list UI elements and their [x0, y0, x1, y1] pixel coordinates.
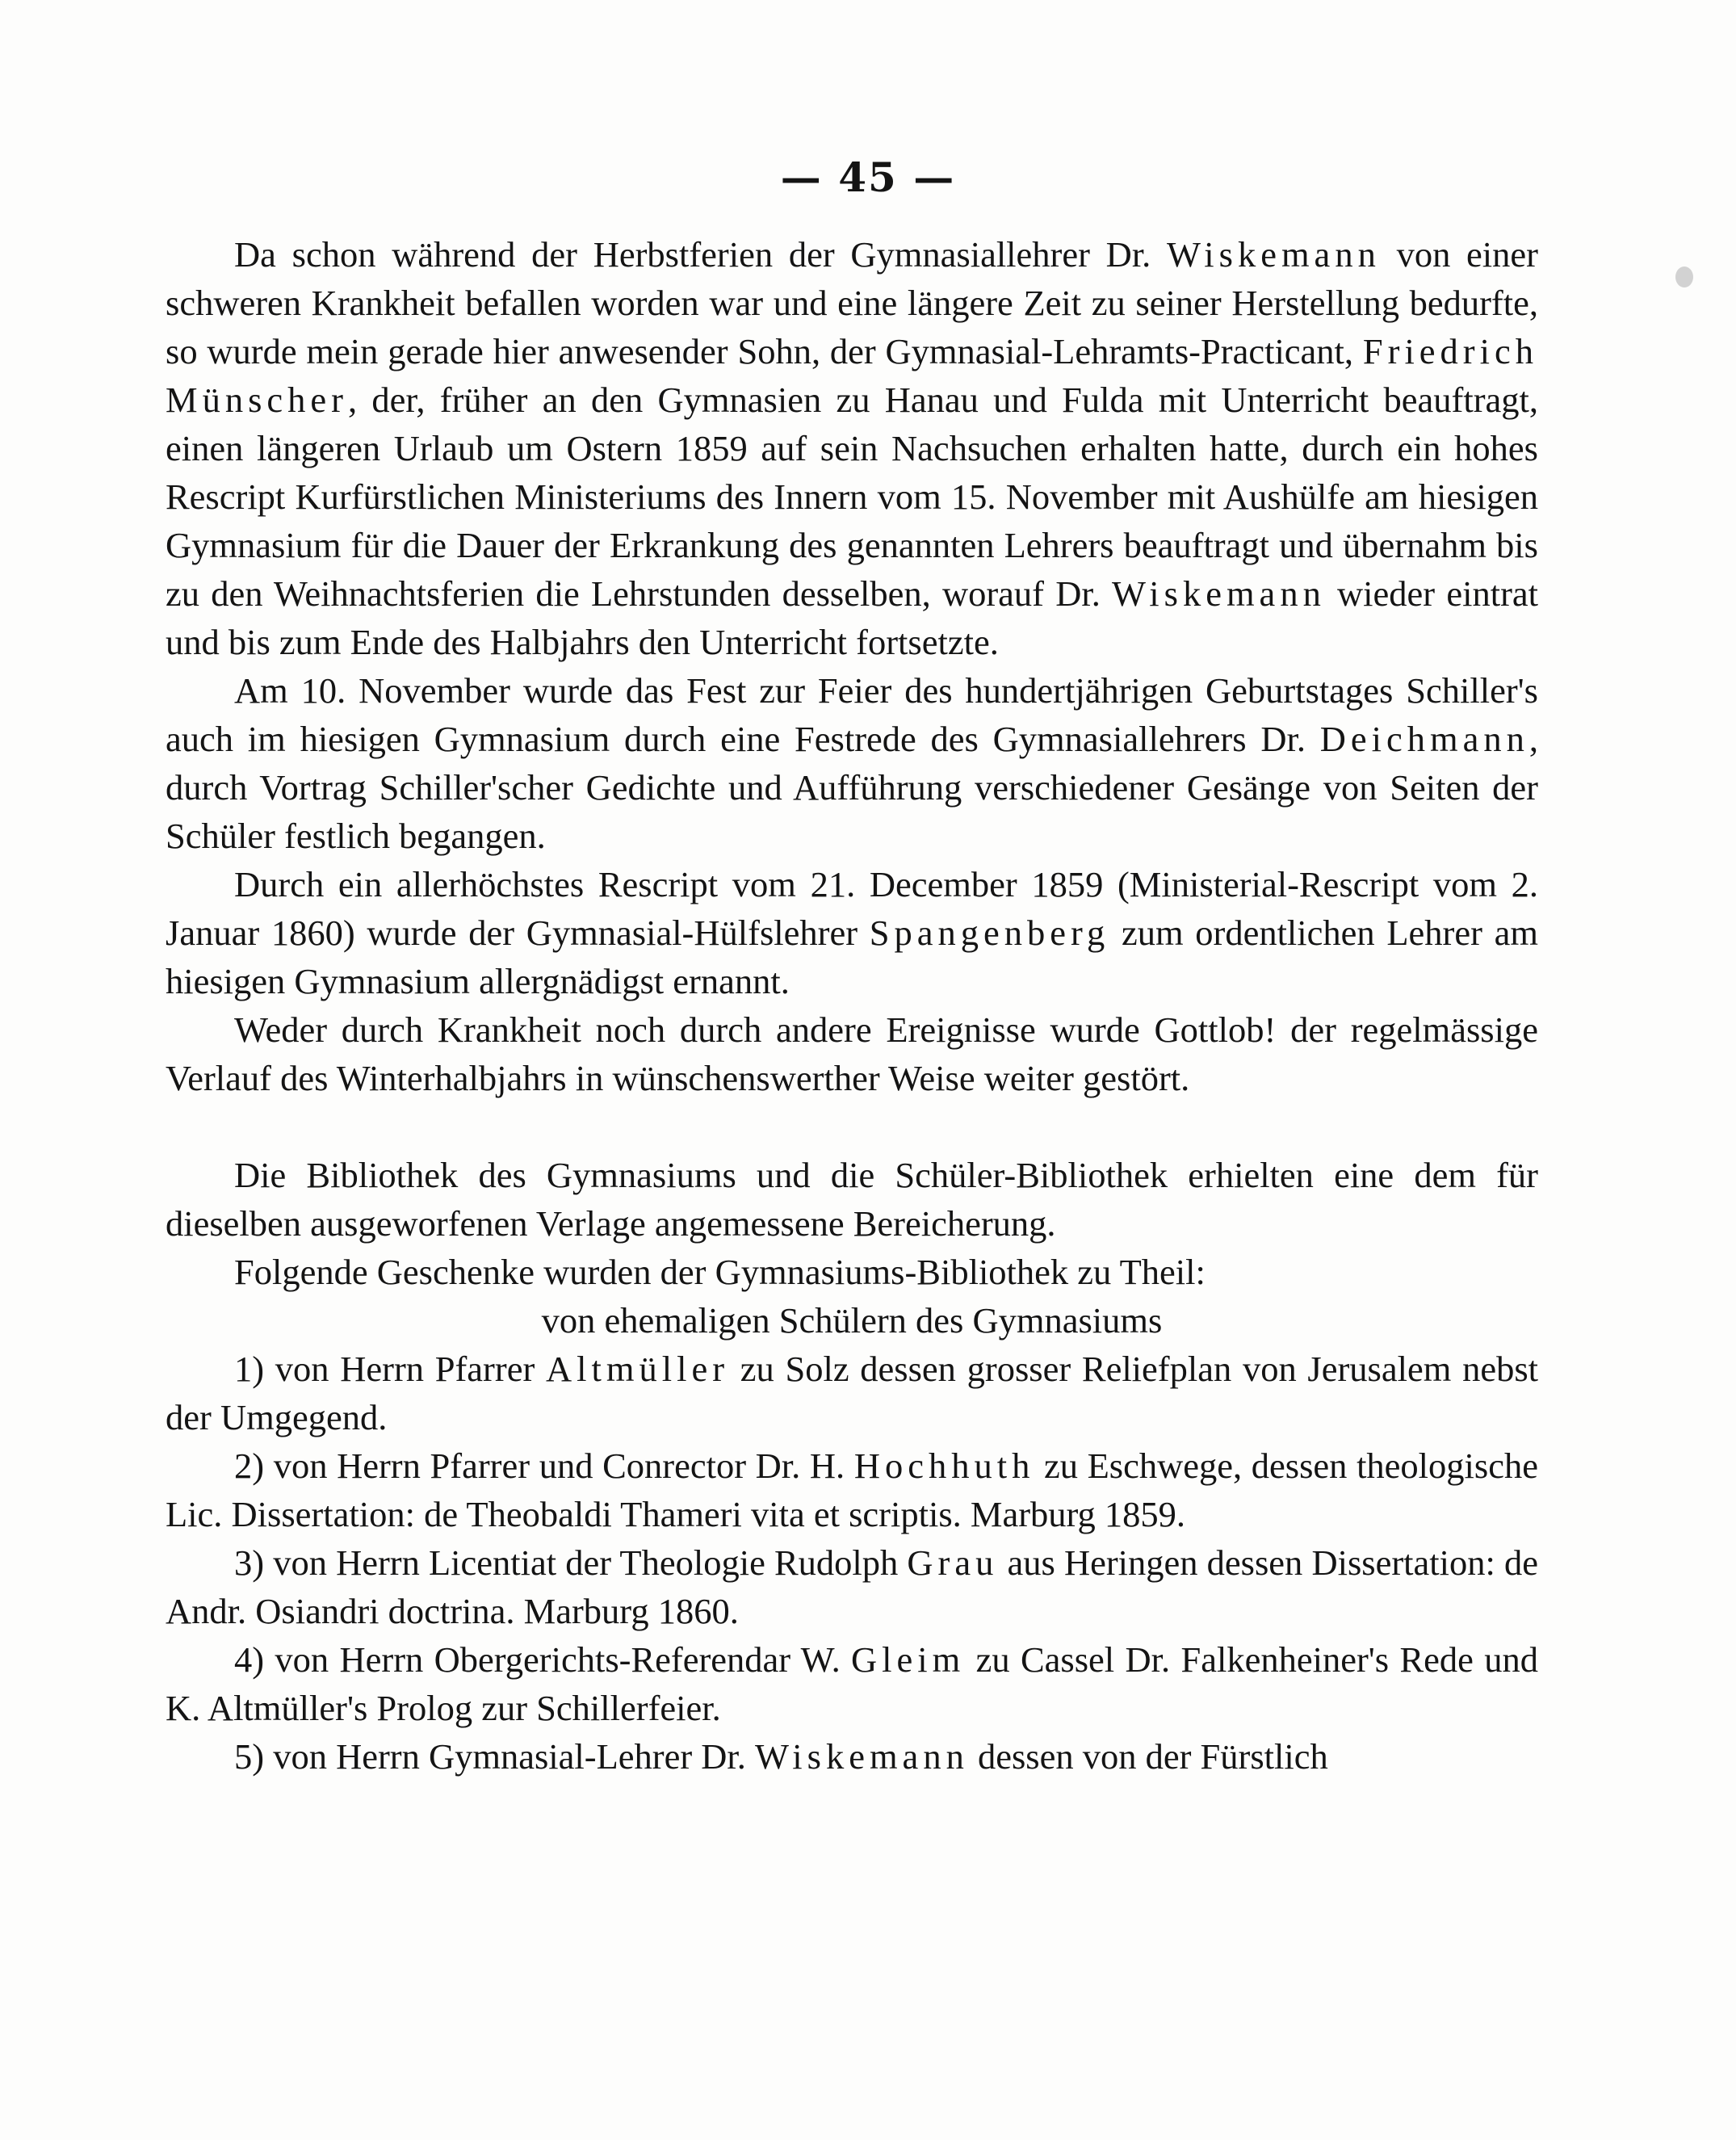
spaced-name: Altmüller [546, 1349, 730, 1389]
ink-spot [1675, 266, 1693, 287]
paragraph-library: Die Bibliothek des Gymnasiums und die Schüler-Bibliothek erhielten eine dem für dieselben ausgeworfenen Verlage angemessene Bereicherung. [166, 1155, 1538, 1244]
list-item: 3) von Herrn Licentiat der Theologie Rudolph Grau aus Heringen dessen Dissertation: de Andr. Osiandri doctrina. Marburg 1860. [166, 1542, 1538, 1631]
subheading-former-students: von ehemaligen Schülern des Gymnasiums [541, 1300, 1163, 1341]
paragraph-course: Weder durch Krankheit noch durch andere Ereignisse wurde Gottlob! der regelmässige Verlauf des Winterhalbjahrs in wünschenswerther Weise weiter gestört. [166, 1009, 1538, 1098]
spaced-name: Gleim [851, 1639, 966, 1680]
page-number: — 45 — [780, 153, 956, 201]
spaced-name: Hochhuth [853, 1446, 1035, 1486]
spaced-name: Wiskemann [1112, 573, 1326, 614]
spaced-name: Wiskemann [1167, 234, 1381, 275]
spaced-name: Spangenberg [869, 913, 1110, 953]
body-text [166, 230, 1538, 1781]
paragraph-rescript: Durch ein allerhöchstes Rescript vom 21. December 1859 (Ministerial-Rescript vom 2. Januar 1860) wurde der Gymnasial-Hülfslehrer Spangenberg zum ordentlichen Lehrer am hiesigen Gymnasium allergnädigst ernannt. [166, 864, 1538, 1001]
section-gap [166, 1102, 1538, 1151]
paragraph-illness: Da schon während der Herbstferien der Gymnasiallehrer Dr. Wiskemann von einer schweren Krankheit befallen worden war und eine längere Zeit zu seiner Herstellung bedurfte, so wurde mein gerade hier anwesender Sohn, der Gymnasial-Lehramts-Practicant, Friedrich Münscher, der, früher an den Gymnasien zu Hanau und Fulda mit Unterricht beauftragt, einen längeren Urlaub um Ostern 1859 auf sein Nachsuchen erhalten hatte, durch ein hohes Rescript Kurfürstlichen Ministeriums des Innern vom 15. November mit Aushülfe am hiesigen Gymnasium für die Dauer der Erkrankung des genannten Lehrers beauftragt und übernahm bis zu den Weihnachtsferien die Lehrstunden desselben, worauf Dr. Wiskemann wieder eintrat und bis zum Ende des Halbjahrs den Unterricht fortsetzte. [166, 234, 1539, 662]
spaced-name: Wiskemann [755, 1736, 969, 1777]
list-item: 2) von Herrn Pfarrer und Conrector Dr. H. Hochhuth zu Eschwege, dessen theologische Lic. Dissertation: de Theobaldi Thameri vita et scriptis. Marburg 1859. [166, 1446, 1538, 1534]
spaced-name: Deichmann [1319, 719, 1529, 759]
paragraph-schiller-fest: Am 10. November wurde das Fest zur Feier des hundertjährigen Geburtstages Schiller's auch im hiesigen Gymnasium durch eine Festrede des Gymnasiallehrers Dr. Deichmann, durch Vortrag Schiller'scher Gedichte und Aufführung verschiedener Gesänge von Seiten der Schüler festlich begangen. [166, 670, 1538, 856]
list-item: 4) von Herrn Obergerichts-Referendar W. Gleim zu Cassel Dr. Falkenheiner's Rede und K. Altmüller's Prolog zur Schillerfeier. [166, 1639, 1538, 1728]
spaced-name: Grau [907, 1542, 999, 1583]
list-item: 1) von Herrn Pfarrer Altmüller zu Solz dessen grosser Reliefplan von Jerusalem nebst der Umgegend. [166, 1349, 1538, 1437]
paragraph-gifts-intro: Folgende Geschenke wurden der Gymnasiums-Bibliothek zu Theil: [234, 1252, 1206, 1292]
list-item: 5) von Herrn Gymnasial-Lehrer Dr. Wiskemann dessen von der Fürstlich [234, 1736, 1328, 1777]
spaced-name: Friedrich Münscher [166, 331, 1538, 420]
